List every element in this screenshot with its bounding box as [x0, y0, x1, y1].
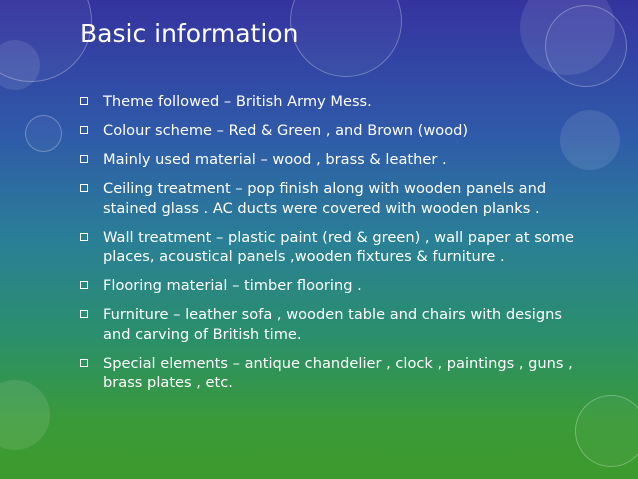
hollow-square-bullet-icon: [80, 310, 88, 318]
list-item: [80, 92, 580, 112]
decorative-bubble: [575, 395, 638, 467]
decorative-bubble: [290, 0, 402, 77]
slide-title: Basic information: [80, 19, 299, 48]
hollow-square-bullet-icon: [80, 97, 88, 105]
decorative-bubble: [0, 380, 50, 450]
bullet-list: [80, 92, 580, 402]
bullet-text: Flooring material – timber flooring .: [103, 277, 362, 294]
decorative-bubble: [545, 5, 627, 87]
hollow-square-bullet-icon: [80, 233, 88, 241]
hollow-square-bullet-icon: [80, 184, 88, 192]
hollow-square-bullet-icon: [80, 281, 88, 289]
list-item: [80, 276, 580, 296]
bullet-text: Special elements – antique chandelier , clock , paintings , guns , brass plates , etc.: [103, 354, 573, 391]
bullet-text: Furniture – leather sofa , wooden table and chairs with designs and carving of British time.: [103, 306, 562, 343]
hollow-square-bullet-icon: [80, 359, 88, 367]
bullet-text: Ceiling treatment – pop finish along with wooden panels and stained glass . AC ducts were covered with wooden planks .: [103, 180, 547, 217]
bullet-text: Mainly used material – wood , brass & leather .: [103, 151, 447, 168]
list-item: [80, 121, 580, 141]
list-item: [80, 179, 580, 218]
hollow-square-bullet-icon: [80, 155, 88, 163]
list-item: [80, 150, 580, 170]
bullet-text: Colour scheme – Red & Green , and Brown (wood): [103, 122, 469, 139]
list-item: [80, 354, 580, 393]
decorative-bubble: [25, 115, 62, 152]
list-item: [80, 305, 580, 344]
hollow-square-bullet-icon: [80, 126, 88, 134]
bullet-text: Theme followed – British Army Mess.: [103, 93, 372, 110]
bullet-text: Wall treatment – plastic paint (red & green) , wall paper at some places, acoustical panels ,wooden fixtures & furniture .: [103, 228, 574, 265]
list-item: [80, 228, 580, 267]
